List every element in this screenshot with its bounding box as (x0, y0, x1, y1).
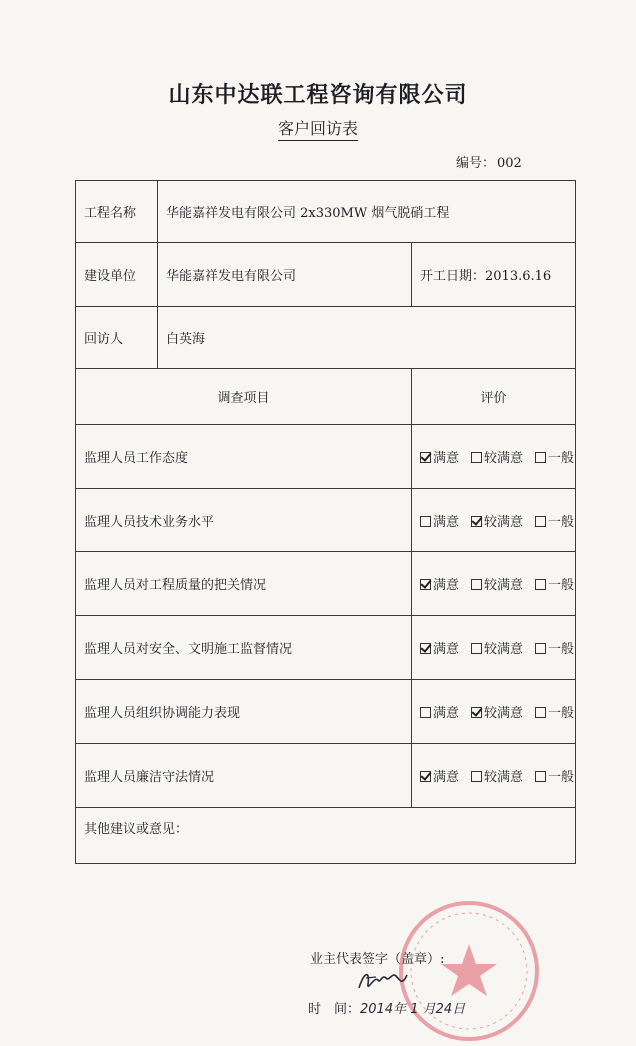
visitor-row (76, 306, 576, 368)
rating-option-label: 满意 (433, 514, 460, 530)
checked-box-icon[interactable] (471, 707, 482, 718)
checked-box-icon[interactable] (420, 643, 431, 654)
rating-option[interactable] (471, 766, 523, 785)
rating-option[interactable] (535, 511, 574, 530)
rating-options (412, 424, 576, 488)
rating-option-label: 一般 (548, 705, 575, 721)
survey-row (76, 424, 576, 488)
survey-item-label: 监理人员组织协调能力表现 (76, 680, 412, 744)
rating-option-label: 满意 (433, 642, 460, 658)
visitor-label: 回访人 (76, 306, 158, 368)
survey-header-row (76, 368, 576, 424)
form-title: 客户回访表 (0, 116, 636, 139)
rating-option[interactable] (535, 574, 574, 593)
doc-no-value: 002 (497, 156, 522, 171)
item-header: 调查项目 (76, 368, 412, 424)
project-label: 工程名称 (76, 181, 158, 243)
checkbox-icon[interactable] (535, 771, 546, 782)
rating-option-label: 较满意 (484, 578, 524, 594)
rating-option-label: 一般 (548, 769, 575, 785)
company-seal (394, 896, 544, 1046)
survey-item-label: 监理人员廉洁守法情况 (76, 743, 412, 807)
survey-rows (76, 424, 576, 807)
rating-option[interactable] (420, 447, 459, 466)
document-number (456, 152, 524, 171)
rating-option-label: 较满意 (484, 642, 524, 658)
rating-option-label: 一般 (548, 450, 575, 466)
rating-option[interactable] (535, 766, 574, 785)
rating-option-label: 较满意 (484, 769, 524, 785)
start-date-cell (412, 242, 576, 306)
checkbox-icon[interactable] (471, 579, 482, 590)
rating-option[interactable] (420, 638, 459, 657)
remarks-label: 其他建议或意见： (84, 821, 189, 837)
rating-option-label: 一般 (548, 514, 575, 530)
checkbox-icon[interactable] (420, 707, 431, 718)
owner-sign-label: 业主代表签字（盖章）: (310, 951, 445, 967)
rating-option[interactable] (420, 702, 459, 721)
checkbox-icon[interactable] (471, 452, 482, 463)
rating-option[interactable] (420, 511, 459, 530)
rating-option-label: 一般 (548, 578, 575, 594)
survey-item-label: 监理人员对工程质量的把关情况 (76, 552, 412, 616)
rating-option[interactable] (471, 702, 523, 721)
rating-option[interactable] (535, 702, 574, 721)
checkbox-icon[interactable] (535, 516, 546, 527)
checkbox-icon[interactable] (471, 771, 482, 782)
eval-header: 评价 (412, 368, 576, 424)
remarks-row (76, 807, 576, 863)
rating-option-label: 较满意 (484, 705, 524, 721)
rating-option-label: 满意 (433, 705, 460, 721)
rating-option[interactable] (420, 574, 459, 593)
rating-option[interactable] (535, 447, 574, 466)
rating-option-label: 满意 (433, 450, 460, 466)
rating-options (412, 616, 576, 680)
rating-options (412, 680, 576, 744)
rating-options (412, 488, 576, 552)
rating-options (412, 743, 576, 807)
rating-option-label: 一般 (548, 642, 575, 658)
checkbox-icon[interactable] (535, 643, 546, 654)
start-date-value: 2013.6.16 (485, 268, 552, 284)
checked-box-icon[interactable] (420, 771, 431, 782)
checked-box-icon[interactable] (420, 579, 431, 590)
rating-option-label: 较满意 (484, 514, 524, 530)
rating-option[interactable] (471, 511, 523, 530)
project-value: 华能嘉祥发电有限公司 2x330MW 烟气脱硝工程 (158, 181, 576, 243)
start-date-label: 开工日期： (420, 268, 486, 284)
rating-option-label: 较满意 (484, 450, 524, 466)
rating-option[interactable] (471, 574, 523, 593)
rating-option-label: 满意 (433, 769, 460, 785)
handwritten-signature (356, 966, 410, 996)
rating-option[interactable] (535, 638, 574, 657)
checked-box-icon[interactable] (471, 516, 482, 527)
visit-form-table (75, 180, 576, 1017)
date-row (308, 998, 465, 1017)
project-row (76, 181, 576, 243)
survey-item-label: 监理人员工作态度 (76, 424, 412, 488)
survey-row (76, 552, 576, 616)
rating-option[interactable] (471, 447, 523, 466)
rating-option[interactable] (471, 638, 523, 657)
company-title: 山东中达联工程咨询有限公司 (168, 82, 468, 108)
survey-row (76, 680, 576, 744)
remarks-cell (76, 807, 576, 1017)
checked-box-icon[interactable] (420, 452, 431, 463)
date-label: 时 间： (308, 1001, 361, 1017)
visitor-value: 白英海 (158, 306, 576, 368)
builder-row (76, 242, 576, 306)
checkbox-icon[interactable] (420, 516, 431, 527)
builder-label: 建设单位 (76, 242, 158, 306)
survey-row (76, 616, 576, 680)
checkbox-icon[interactable] (471, 643, 482, 654)
survey-item-label: 监理人员对安全、文明施工监督情况 (76, 616, 412, 680)
checkbox-icon[interactable] (535, 579, 546, 590)
rating-option-label: 满意 (433, 578, 460, 594)
doc-no-label: 编号： (456, 156, 496, 171)
rating-options (412, 552, 576, 616)
survey-row (76, 488, 576, 552)
survey-row (76, 743, 576, 807)
checkbox-icon[interactable] (535, 707, 546, 718)
survey-item-label: 监理人员技术业务水平 (76, 488, 412, 552)
builder-value: 华能嘉祥发电有限公司 (158, 242, 412, 306)
rating-option[interactable] (420, 766, 459, 785)
checkbox-icon[interactable] (535, 452, 546, 463)
date-value: 2014年 1 月24日 (360, 1001, 466, 1017)
